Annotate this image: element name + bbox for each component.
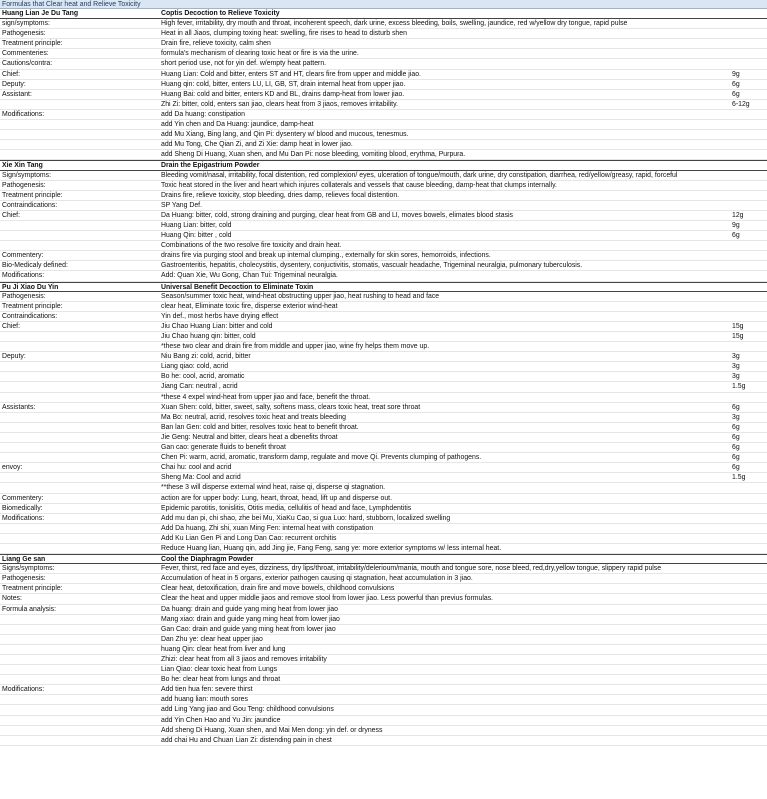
row-dosage: 9g	[730, 70, 767, 80]
row-label: sign/symptoms:	[0, 19, 159, 29]
row-label	[0, 524, 159, 534]
row-dosage	[730, 726, 767, 736]
row-dosage	[730, 665, 767, 675]
sheet-title: Formulas that Clear heat and Relieve Toxicity	[0, 0, 767, 9]
row-description: add Yin chen and Da Huang: jaundice, damp-heat	[159, 120, 730, 130]
row-description: Epidemic parotitis, tonislitis, Otitis media, cellulitis of head and face, Lymphdentitis	[159, 504, 730, 514]
row-dosage	[730, 574, 767, 584]
row-label	[0, 382, 159, 392]
row-label	[0, 534, 159, 544]
row-dosage: 6g	[730, 80, 767, 90]
row-dosage: 6g	[730, 403, 767, 413]
row-label: envoy:	[0, 463, 159, 473]
row-description: Gan Cao: drain and guide yang ming heat from lower jiao	[159, 625, 730, 635]
row-label: Deputy:	[0, 80, 159, 90]
row-label: Pathogenesis:	[0, 574, 159, 584]
row-dosage: 6g	[730, 463, 767, 473]
row-description: add Ling Yang jiao and Gou Teng: childhood convulsions	[159, 705, 730, 715]
row-description: Season/summer toxic heat, wind-heat obstructing upper jiao, heat rushing to head and face	[159, 292, 730, 302]
row-label: Chief:	[0, 211, 159, 221]
row-description: Zhizi: clear heat from all 3 jiaos and removes irritability	[159, 655, 730, 665]
row-dosage	[730, 645, 767, 655]
row-label: Notes:	[0, 594, 159, 604]
header-blank-cell	[730, 160, 767, 170]
row-description: Liang qiao: cold, acrid	[159, 362, 730, 372]
row-label	[0, 140, 159, 150]
row-label	[0, 473, 159, 483]
row-dosage: 3g	[730, 362, 767, 372]
row-description: Huang Lian: bitter, cold	[159, 221, 730, 231]
row-label	[0, 221, 159, 231]
row-description: Add Ku Lian Gen Pi and Long Dan Cao: recurrent orchitis	[159, 534, 730, 544]
row-dosage: 3g	[730, 352, 767, 362]
row-dosage	[730, 736, 767, 746]
row-description: High fever, irritability, dry mouth and throat, incoherent speech, dark urine, excess bleeding, boils, swelling, jaundice, red w/yellow dry tongue, rapid pulse	[159, 19, 730, 29]
row-description: add Da huang: constipation	[159, 110, 730, 120]
row-description: Yin def., most herbs have drying effect	[159, 312, 730, 322]
formula-english-name: Coptis Decoction to Relieve Toxicity	[159, 9, 730, 19]
row-dosage	[730, 49, 767, 59]
row-description: Sheng Ma: Cool and acrid	[159, 473, 730, 483]
row-label	[0, 130, 159, 140]
row-dosage	[730, 544, 767, 554]
row-dosage: 6-12g	[730, 100, 767, 110]
row-description: Add Da huang, Zhi shi, xuan Ming Fen: internal heat with constipation	[159, 524, 730, 534]
row-description: Mang xiao: drain and guide yang ming heat from lower jiao	[159, 615, 730, 625]
row-dosage	[730, 675, 767, 685]
row-label: Assistant:	[0, 90, 159, 100]
row-description: *these two clear and drain fire from middle and upper jiao, wine fry helps them move up.	[159, 342, 730, 352]
row-label	[0, 362, 159, 372]
row-label: Treatment principle:	[0, 584, 159, 594]
row-dosage	[730, 140, 767, 150]
row-dosage: 6g	[730, 423, 767, 433]
row-label: Pathogenesis:	[0, 292, 159, 302]
row-dosage: 1.5g	[730, 382, 767, 392]
formula-english-name: Drain the Epigastrium Powder	[159, 160, 730, 170]
row-dosage	[730, 120, 767, 130]
row-label	[0, 645, 159, 655]
row-dosage	[730, 716, 767, 726]
row-label	[0, 665, 159, 675]
row-dosage	[730, 59, 767, 69]
row-dosage: 15g	[730, 322, 767, 332]
row-description: short period use, not for yin def. w/empty heat pattern.	[159, 59, 730, 69]
row-dosage	[730, 191, 767, 201]
row-description: Accumulation of heat in 5 organs, exterior pathogen causing qi stagnation, heat accumulation in 3 jiao.	[159, 574, 730, 584]
row-description: Dan Zhu ye: clear heat upper jiao	[159, 635, 730, 645]
row-dosage	[730, 201, 767, 211]
row-dosage	[730, 524, 767, 534]
row-dosage	[730, 130, 767, 140]
row-description: add Sheng Di Huang, Xuan shen, and Mu Dan Pi: nose bleeding, vomiting blood, erythma, Purpura.	[159, 150, 730, 160]
row-label: Signs/symptoms:	[0, 564, 159, 574]
row-dosage: 6g	[730, 90, 767, 100]
row-description: Toxic heat stored in the liver and heart which injures collaterals and vessels that cause bleeding, damp-heat that clumps internally.	[159, 181, 730, 191]
row-description: SP Yang Def.	[159, 201, 730, 211]
row-dosage: 1.5g	[730, 473, 767, 483]
header-blank-cell	[730, 9, 767, 19]
row-dosage	[730, 150, 767, 160]
row-description: Clear heat, detoxification, drain fire and move bowels, childhood convulsions	[159, 584, 730, 594]
row-label	[0, 615, 159, 625]
row-label: Biomedically:	[0, 504, 159, 514]
formula-name: Pu Ji Xiao Du Yin	[0, 282, 159, 292]
row-label	[0, 241, 159, 251]
row-description: Huang qin: cold, bitter, enters LU, LI, GB, ST, drain internal heat from upper jiao.	[159, 80, 730, 90]
row-description: Huang Qin: bitter , cold	[159, 231, 730, 241]
row-description: Drain fire, relieve toxicity, calm shen	[159, 39, 730, 49]
header-blank-cell	[730, 554, 767, 564]
row-description: Jiu Chao Huang Lian: bitter and cold	[159, 322, 730, 332]
row-label	[0, 443, 159, 453]
row-description: Bo he: clear heat from lungs and throat	[159, 675, 730, 685]
row-dosage	[730, 655, 767, 665]
row-description: *these 4 expel wind-heat from upper jiao and face, benefit the throat.	[159, 393, 730, 403]
row-description: Niu Bang zi: cold, acrid, bitter	[159, 352, 730, 362]
row-dosage: 3g	[730, 372, 767, 382]
formula-english-name: Universal Benefit Decoction to Eliminate Toxin	[159, 282, 730, 292]
row-label	[0, 705, 159, 715]
row-label: Treatment principle:	[0, 302, 159, 312]
row-description: add Mu Xiang, Bing lang, and Qin Pi: dysentery w/ blood and mucous, tenesmus.	[159, 130, 730, 140]
row-label	[0, 120, 159, 130]
row-label: Cautions/contra:	[0, 59, 159, 69]
row-description: Jiang Can: neutral , acrid	[159, 382, 730, 392]
row-description: Add tien hua fen: severe thirst	[159, 685, 730, 695]
row-dosage	[730, 685, 767, 695]
row-dosage	[730, 483, 767, 493]
row-dosage	[730, 584, 767, 594]
row-description: Bo he: cool, acrid, aromatic	[159, 372, 730, 382]
row-label: Chief:	[0, 322, 159, 332]
row-label: Assistants:	[0, 403, 159, 413]
row-label	[0, 372, 159, 382]
row-description: action are for upper body: Lung, heart, throat, head, lift up and disperse out.	[159, 494, 730, 504]
row-label: Contraindications:	[0, 312, 159, 322]
row-label: Commentery:	[0, 494, 159, 504]
row-dosage	[730, 695, 767, 705]
row-dosage	[730, 292, 767, 302]
row-description: clear heat, Eliminate toxic fire, disperse exterior wind-heat	[159, 302, 730, 312]
row-label: Pathogenesis:	[0, 29, 159, 39]
row-description: Add mu dan pi, chi shao, zhe bei Mu, XiaKu Cao, si gua Luo: hard, stubborn, localized swelling	[159, 514, 730, 524]
row-dosage	[730, 534, 767, 544]
row-label: Modifications:	[0, 271, 159, 281]
row-label: Commenteries:	[0, 49, 159, 59]
row-dosage	[730, 615, 767, 625]
row-label	[0, 342, 159, 352]
row-label: Treatment principle:	[0, 39, 159, 49]
row-label	[0, 483, 159, 493]
row-dosage	[730, 251, 767, 261]
row-description: huang Qin: clear heat from liver and lung	[159, 645, 730, 655]
row-description: drains fire via purging stool and break up internal clumping., externally for skin sores, hemorroids, infections.	[159, 251, 730, 261]
row-description: add chai Hu and Chuan Lian Zi: distending pain in chest	[159, 736, 730, 746]
row-label	[0, 544, 159, 554]
row-label	[0, 231, 159, 241]
row-description: Da Huang: bitter, cold, strong draining and purging, clear heat from GB and LI, moves bowels, elimates blood stasis	[159, 211, 730, 221]
row-label: Modifications:	[0, 685, 159, 695]
formula-name: Liang Ge san	[0, 554, 159, 564]
row-dosage	[730, 594, 767, 604]
row-label	[0, 433, 159, 443]
row-description: Chen Pi: warm, acrid, aromatic, transform damp, regulate and move Qi. Prevents clumping of pathogens.	[159, 453, 730, 463]
row-label: Modifications:	[0, 110, 159, 120]
row-description: Da huang: drain and guide yang ming heat from lower jiao	[159, 605, 730, 615]
row-description: Fever, thirst, red face and eyes, dizziness, dry lips/throat, irritability/delerioum/mania, mouth and tongue sore, nose bleed, red,dry,yellow tongue, slippery rapid pulse	[159, 564, 730, 574]
row-dosage	[730, 271, 767, 281]
row-description: Xuan Shen: cold, bitter, sweet, salty, softens mass, clears toxic heat, treat sore throat	[159, 403, 730, 413]
row-description: Lian Qiao: clear toxic heat from Lungs	[159, 665, 730, 675]
header-blank-cell	[730, 282, 767, 292]
row-dosage	[730, 39, 767, 49]
row-dosage: 6g	[730, 443, 767, 453]
row-description: Add: Quan Xie, Wu Gong, Chan Tui: Trigeminal neuralgia.	[159, 271, 730, 281]
row-description: add huang lian: mouth sores	[159, 695, 730, 705]
row-label: Sign/symptoms:	[0, 171, 159, 181]
row-label	[0, 726, 159, 736]
row-description: Reduce Huang lian, Huang qin, add Jing jie, Fang Feng, sang ye: more exterior symptoms w/ less internal heat.	[159, 544, 730, 554]
row-label	[0, 716, 159, 726]
formula-english-name: Cool the Diaphragm Powder	[159, 554, 730, 564]
row-label	[0, 655, 159, 665]
row-label	[0, 625, 159, 635]
row-label	[0, 695, 159, 705]
row-dosage	[730, 19, 767, 29]
row-dosage	[730, 181, 767, 191]
row-label: Bio-Medicaly defined:	[0, 261, 159, 271]
row-description: Drains fire, relieve toxicity, stop bleeding, dries damp, relieves focal distention.	[159, 191, 730, 201]
row-description: Bleeding vomit/nasal, irritability, focal distention, red complexion/ eyes, ulceration of tongue/mouth, dark urine, dry constipation, diarrhea, red/yellow/greasy, rapid, forceful	[159, 171, 730, 181]
row-description: Combinations of the two resolve fire toxicity and drain heat.	[159, 241, 730, 251]
row-description: Chai hu: cool and acrid	[159, 463, 730, 473]
row-description: formula's mechanism of clearing toxic heat or fire is via the urine.	[159, 49, 730, 59]
row-description: Gan cao: generate fluids to benefit throat	[159, 443, 730, 453]
row-label	[0, 100, 159, 110]
formula-name: Huang Lian Je Du Tang	[0, 9, 159, 19]
row-description: Huang Bai: cold and bitter, enters KD and BL, drains damp-heat from lower jiao.	[159, 90, 730, 100]
row-label	[0, 453, 159, 463]
row-description: Gastroenteritis, hepatitis, cholecystitis, dysentery, conjuctivitis, stomatis, vascualr headache, Trigeminal neuralgia, pulmonary tuberculosis.	[159, 261, 730, 271]
row-label: Chief:	[0, 70, 159, 80]
row-description: add Yin Chen Hao and Yu Jin: jaundice	[159, 716, 730, 726]
row-description: **these 3 will disperse external wind heat, raise qi, disperse qi stagnation.	[159, 483, 730, 493]
row-label: Pathogenesis:	[0, 181, 159, 191]
row-description: Huang Lian: Cold and bitter, enters ST and HT, clears fire from upper and middle jiao.	[159, 70, 730, 80]
row-dosage	[730, 393, 767, 403]
row-label	[0, 675, 159, 685]
row-label	[0, 150, 159, 160]
row-dosage: 9g	[730, 221, 767, 231]
row-dosage	[730, 635, 767, 645]
row-description: add Mu Tong, Che Qian Zi, and Zi Xie: damp heat in lower jiao.	[159, 140, 730, 150]
row-dosage	[730, 342, 767, 352]
row-description: Add sheng Di Huang, Xuan shen, and Mai Men dong: yin def. or dryness	[159, 726, 730, 736]
row-description: Jie Geng: Neutral and bitter, clears heat a dbenefits throat	[159, 433, 730, 443]
row-dosage: 6g	[730, 453, 767, 463]
formula-name: Xie Xin Tang	[0, 160, 159, 170]
row-description: Clear the heat and upper middle jiaos and remove stool from lower jiao. Less powerful than previus formulas.	[159, 594, 730, 604]
row-description: Ma Bo: neutral, acrid, resolves toxic heat and treats bleeding	[159, 413, 730, 423]
row-dosage	[730, 514, 767, 524]
row-dosage: 12g	[730, 211, 767, 221]
row-label: Deputy:	[0, 352, 159, 362]
row-dosage: 6g	[730, 433, 767, 443]
formula-table	[0, 9, 767, 746]
row-dosage	[730, 564, 767, 574]
row-label	[0, 393, 159, 403]
row-dosage: 6g	[730, 231, 767, 241]
row-description: Jiu Chao huang qin: bitter, cold	[159, 332, 730, 342]
row-description: Heat in all Jiaos, clumping toxing heat: swelling, fire rises to head to disturb shen	[159, 29, 730, 39]
row-dosage	[730, 494, 767, 504]
row-description: Ban lan Gen: cold and bitter, resolves toxic heat to benefit throat.	[159, 423, 730, 433]
row-label: Commentery:	[0, 251, 159, 261]
row-label: Formula analysis:	[0, 605, 159, 615]
row-label	[0, 332, 159, 342]
row-label: Modifications:	[0, 514, 159, 524]
row-label	[0, 635, 159, 645]
row-dosage	[730, 261, 767, 271]
row-label	[0, 736, 159, 746]
row-label: Treatment principle:	[0, 191, 159, 201]
row-dosage	[730, 241, 767, 251]
row-dosage	[730, 705, 767, 715]
row-dosage	[730, 302, 767, 312]
row-dosage	[730, 625, 767, 635]
row-dosage: 15g	[730, 332, 767, 342]
row-dosage	[730, 312, 767, 322]
row-dosage	[730, 171, 767, 181]
row-dosage	[730, 605, 767, 615]
row-label	[0, 423, 159, 433]
row-dosage	[730, 504, 767, 514]
row-dosage: 3g	[730, 413, 767, 423]
row-label: Contraindications:	[0, 201, 159, 211]
row-dosage	[730, 110, 767, 120]
row-description: Zhi Zi: bitter, cold, enters san jiao, clears heat from 3 jiaos, removes irritability.	[159, 100, 730, 110]
row-label	[0, 413, 159, 423]
row-dosage	[730, 29, 767, 39]
